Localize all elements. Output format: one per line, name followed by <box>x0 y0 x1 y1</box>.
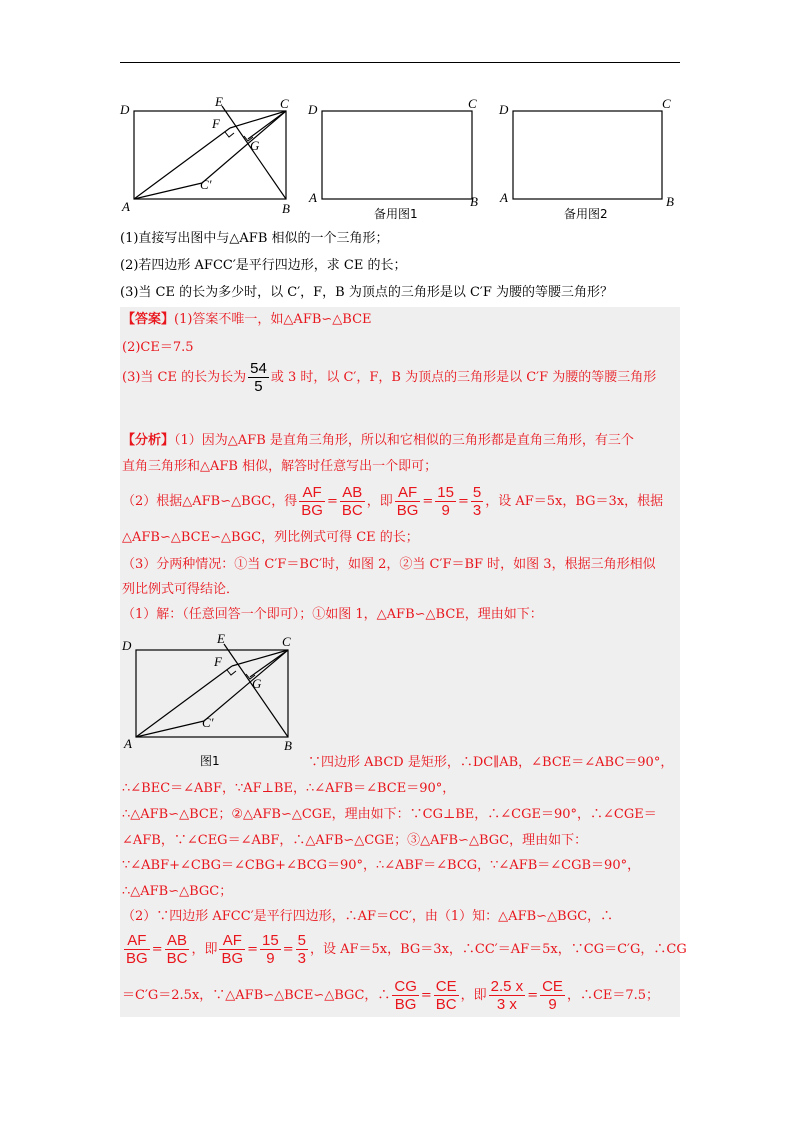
figure-caption: 图1 <box>200 754 220 768</box>
spare-figure-1 <box>306 94 496 224</box>
solution-line-8: （2）∵四边形 AFCC′是平行四边形，∴AF＝CC′，由（1）知：△AFB∽△BGC，∴ <box>122 909 614 924</box>
label-C: C <box>282 634 291 649</box>
label-C: C <box>662 96 671 111</box>
label-A: A <box>122 199 130 214</box>
figure-1 <box>118 628 298 768</box>
solution-line-9: $\frac{AF}{BG}$ = $\frac{AB}{BC}$ ，即 $\frac{AF}{BG}$ = $\frac{15}{9}$ = $\frac{5}{3}$ ，设 AF＝5x，BG＝3x，∴CC′＝AF＝5x，∵CG＝C′G，∴CG <box>126 932 687 967</box>
label-D: D <box>499 102 509 117</box>
figure-caption: 备用图2 <box>564 207 608 221</box>
analysis-line-1: 【分析】（1）因为△AFB 是直角三角形，所以和它相似的三角形都是直角三角形，有三个 <box>122 433 634 448</box>
solution-line-6: ∵∠ABF+∠CBG＝∠CBG+∠BCG＝90°，∴∠ABF＝∠BCG，∵∠AFB＝∠CGB＝90°， <box>122 858 641 873</box>
analysis-line-5: （3）分两种情况：①当 C′F＝BC′时，如图 2，②当 C′F＝BF 时，如图 3，根据三角形相似 <box>122 557 656 572</box>
header-rule <box>120 62 680 63</box>
label-D: D <box>308 102 318 117</box>
label-D: D <box>120 102 130 117</box>
answer-line-1: 【答案】(1)答案不唯一，如△AFB∽△BCE <box>122 312 372 327</box>
analysis-line-2: 直角三角形和△AFB 相似，解答时任意写出一个即可； <box>122 459 438 474</box>
label-B: B <box>284 738 292 753</box>
label-A: A <box>500 190 508 205</box>
label-F: F <box>212 116 220 131</box>
label-C-prime: C′ <box>200 177 212 192</box>
solution-line-1: （1）解：（任意回答一个即可）；①如图 1，△AFB∽△BCE，理由如下： <box>122 607 543 622</box>
fraction: $\frac{54}{5}$ <box>250 360 267 395</box>
label-C: C <box>280 96 289 111</box>
analysis-line-4: △AFB∽△BCE∽△BGC，列比例式可得 CE 的长； <box>122 530 419 545</box>
label-E: E <box>217 631 225 646</box>
solution-line-2: ∵四边形 ABCD 是矩形，∴DC∥AB，∠BCE＝∠ABC＝90°， <box>308 755 674 770</box>
solution-line-7: ∴△AFB∽△BGC； <box>122 884 233 899</box>
solution-line-4: ∴△AFB∽△BCE；②△AFB∽△CGE，理由如下：∵CG⊥BE，∴∠CGE＝90°，∴∠CGE＝ <box>122 807 657 822</box>
main-figure <box>118 94 298 218</box>
analysis-tag: 【分析】 <box>122 433 175 448</box>
label-E: E <box>215 94 223 109</box>
label-A: A <box>124 736 132 751</box>
label-F: F <box>214 654 222 669</box>
label-G: G <box>250 138 260 153</box>
solution-line-5: ∠AFB，∵∠CEG＝∠ABF，∴△AFB∽△CGE；③△AFB∽△BGC，理由如下： <box>122 833 588 848</box>
label-B: B <box>470 194 478 209</box>
label-B: B <box>666 194 674 209</box>
label-B: B <box>282 201 290 216</box>
answer-tag: 【答案】 <box>122 312 175 327</box>
answer-line-2: (2)CE＝7.5 <box>122 340 194 355</box>
question-2: (2)若四边形 AFCC′是平行四边形，求 CE 的长； <box>120 258 407 273</box>
label-D: D <box>122 638 132 653</box>
question-1: (1)直接写出图中与△AFB 相似的一个三角形； <box>120 231 389 246</box>
label-C-prime: C′ <box>202 715 214 730</box>
solution-line-3: ∴∠BEC＝∠ABF，∵AF⊥BE，∴∠AFB＝∠BCE＝90°， <box>122 781 456 796</box>
label-C: C <box>468 96 477 111</box>
solution-line-10: ＝C′G＝2.5x，∵△AFB∽△BCE∽△BGC，∴ $\frac{CG}{BG}$ = $\frac{CE}{BC}$ ，即 $\frac{2.5 x}{3 x}$ = $\frac{CE}{9}$ ，∴CE＝7.5； <box>122 978 660 1013</box>
label-G: G <box>252 676 262 691</box>
answer-line-3: (3)当 CE 的长为长为 $\frac{54}{5}$ 或 3 时，以 C′，F，B 为顶点的三角形是以 C′F 为腰的等腰三角形 <box>122 360 657 395</box>
analysis-line-3: （2）根据△AFB∽△BGC，得 $\frac{AF}{BG}$ = $\frac{AB}{BC}$ ，即 $\frac{AF}{BG}$ = $\frac{15}{9}$ = $\frac{5}{3}$ ，设 AF＝5x，BG＝3x，根据 <box>122 484 664 519</box>
label-A: A <box>309 190 317 205</box>
analysis-line-6: 列比例式可得结论． <box>122 582 240 597</box>
question-3: (3)当 CE 的长为多少时，以 C′，F，B 为顶点的三角形是以 C′F 为腰的等腰三角形？ <box>120 285 614 300</box>
figure-caption: 备用图1 <box>374 207 418 221</box>
spare-figure-2 <box>496 94 686 224</box>
